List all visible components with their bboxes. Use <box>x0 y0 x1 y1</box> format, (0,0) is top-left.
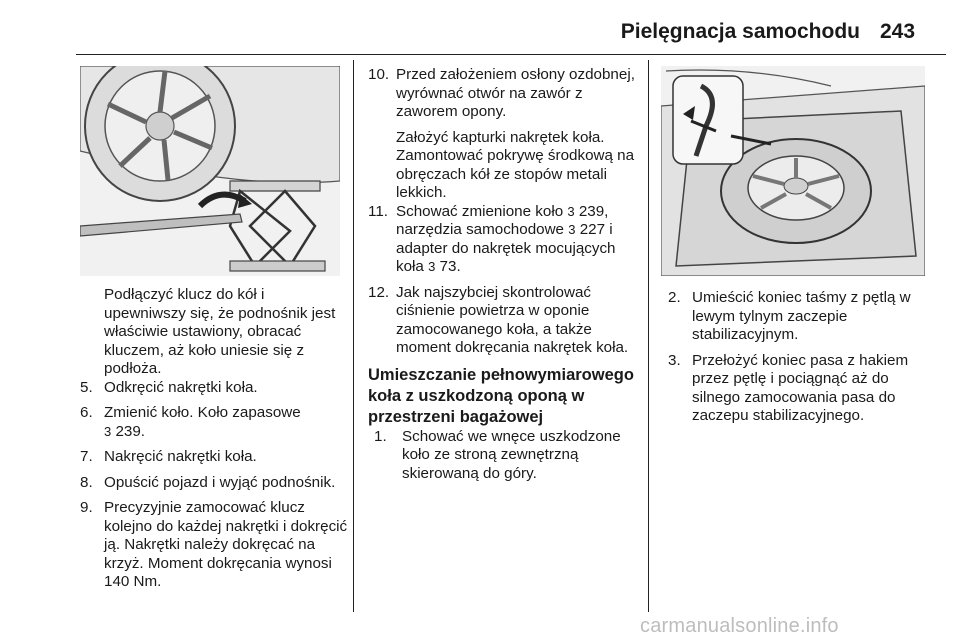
column-2 <box>368 66 636 490</box>
step-number: 10. <box>368 66 390 83</box>
arrow-ref-icon[interactable]: 3 <box>568 222 576 237</box>
watermark: carmanualsonline.info <box>640 615 839 637</box>
step-text: Opuścić pojazd i wyjąć podnośnik. <box>104 473 336 491</box>
step-number: 6. <box>80 404 93 421</box>
step-number: 5. <box>80 378 93 396</box>
step-9 <box>80 499 348 592</box>
page-ref: 239. <box>111 422 146 440</box>
step-text: Precyzyjnie zamocować klucz kolejno do każdej nakrętki i dokręcić ją. Nakrętki należy dokręcać na krzyż. Moment dokręcania wynosi 140 Nm. <box>104 499 348 590</box>
page-number: 243 <box>880 20 916 43</box>
arrow-ref-icon[interactable]: 3 <box>428 259 436 274</box>
step-text: Schować we wnęce uszkodzone koło ze stroną zewnętrzną skierowaną do góry. <box>402 427 621 482</box>
column-divider-left <box>353 60 354 612</box>
step-5 <box>80 379 348 398</box>
intro-paragraph: Podłączyć klucz do kół i upewniwszy się, że podnośnik jest właściwie ustawiony, obracać kluczem, aż koło uniesie się z podłoża. <box>104 286 336 377</box>
column-3 <box>668 289 930 433</box>
step-text: 227 i adapter do nakrętek mocujących koła <box>396 221 616 275</box>
step-number: 3. <box>668 351 681 369</box>
step-6 <box>80 404 348 441</box>
step-7 <box>80 448 348 467</box>
column-divider-right <box>648 60 649 612</box>
step-text: 239, narzędzia samochodowe <box>396 202 609 238</box>
step-3 <box>668 352 930 426</box>
step-2 <box>668 289 930 345</box>
jack-illustration <box>80 66 340 276</box>
step-text: Zmienić koło. Koło zapasowe <box>104 404 301 421</box>
section-heading: Umieszczanie pełnowymiarowego koła z uszkodzoną oponą w przestrzeni bagażowej <box>368 365 634 426</box>
step-12 <box>368 284 636 358</box>
step-number: 1. <box>374 427 387 445</box>
step-number: 12. <box>368 283 390 301</box>
step-10 <box>368 66 636 122</box>
step-text: Przed założeniem osłony ozdobnej, wyrównać otwór na zawór z zaworem opony. <box>396 66 635 120</box>
arrow-ref-icon[interactable]: 3 <box>104 423 112 439</box>
sub-step-cover: Zamontować pokrywę środkową na obręczach kół ze stopów metali lekkich. <box>396 147 635 201</box>
page-header-title: Pielęgnacja samochodu <box>620 20 860 43</box>
step-number: 7. <box>80 448 93 465</box>
step-number: 2. <box>668 289 681 306</box>
trunk-wheel-illustration <box>661 66 925 276</box>
column-1 <box>80 286 348 599</box>
step-text: 73. <box>435 258 461 275</box>
sub-step-caps: Założyć kapturki nakrętek koła. <box>396 128 605 146</box>
step-text: Nakręcić nakrętki koła. <box>104 448 257 465</box>
step-number: 11. <box>368 202 388 220</box>
step-11 <box>368 203 636 277</box>
step-text: Schować zmienione koło <box>396 202 568 220</box>
step-number: 9. <box>80 499 93 516</box>
step-text: Umieścić koniec taśmy z pętlą w lewym tylnym zaczepie stabilizacyjnym. <box>692 289 911 343</box>
header-rule <box>76 54 946 55</box>
step-text: Jak najszybciej skontrolować ciśnienie powietrza w oponie zamocowanego koła, a także moment dokręcania nakrętek koła. <box>396 283 629 356</box>
step-1 <box>374 428 636 484</box>
step-text: Przełożyć koniec pasa z hakiem przez pętlę i pociągnąć aż do silnego zamocowania pasa do zaczepu stabilizacyjnego. <box>692 351 909 424</box>
step-8 <box>80 474 348 493</box>
arrow-ref-icon[interactable]: 3 <box>567 203 575 219</box>
step-text: Odkręcić nakrętki koła. <box>104 378 258 396</box>
step-number: 8. <box>80 473 93 491</box>
